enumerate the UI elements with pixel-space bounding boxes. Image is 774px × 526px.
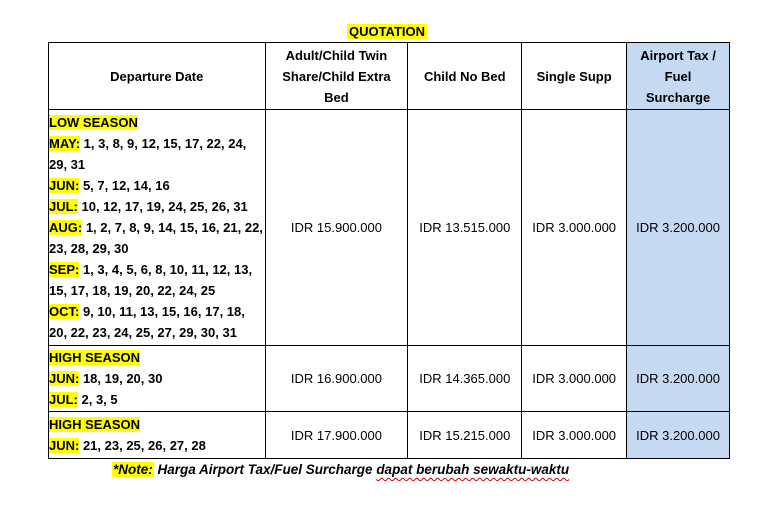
table-row xyxy=(49,346,730,412)
month-line xyxy=(49,389,265,410)
month-line xyxy=(49,259,265,301)
season-label: HIGH SEASON xyxy=(49,417,141,432)
month-label: JUN: xyxy=(49,371,80,386)
month-dates: 10, 12, 17, 19, 24, 25, 26, 31 xyxy=(77,199,248,214)
note-text: Harga Airport Tax/Fuel Surcharge xyxy=(153,462,377,477)
month-dates: 1, 3, 8, 9, 12, 15, 17, 22, 24, 29, 31 xyxy=(49,136,247,172)
note-label: *Note: xyxy=(113,462,153,477)
month-dates: 18, 19, 20, 30 xyxy=(79,371,163,386)
season-label: HIGH SEASON xyxy=(49,350,141,365)
price-airport-tax: IDR 3.200.000 xyxy=(627,412,730,459)
price-twin-share: IDR 16.900.000 xyxy=(265,346,408,412)
month-dates: 21, 23, 25, 26, 27, 28 xyxy=(79,438,206,453)
price-airport-tax: IDR 3.200.000 xyxy=(627,110,730,346)
note-text-spellcheck: dapat berubah sewaktu-waktu xyxy=(376,462,570,477)
header-airport-tax: Airport Tax / Fuel Surcharge xyxy=(627,43,730,110)
price-airport-tax: IDR 3.200.000 xyxy=(627,346,730,412)
month-line xyxy=(49,133,265,175)
month-dates: 5, 7, 12, 14, 16 xyxy=(79,178,170,193)
month-label: JUN: xyxy=(49,438,80,453)
month-label: SEP: xyxy=(49,262,80,277)
departure-dates-cell xyxy=(49,412,266,459)
month-dates: 1, 2, 7, 8, 9, 14, 15, 16, 21, 22, 23, 28, 29, 30 xyxy=(49,220,263,256)
header-departure-date: Departure Date xyxy=(49,43,266,110)
month-line xyxy=(49,301,265,343)
price-single-supp: IDR 3.000.000 xyxy=(522,412,627,459)
month-label: AUG: xyxy=(49,220,83,235)
price-child-no-bed: IDR 14.365.000 xyxy=(408,346,522,412)
page-title: QUOTATION xyxy=(348,24,426,39)
price-twin-share: IDR 17.900.000 xyxy=(265,412,408,459)
table-row xyxy=(49,110,730,346)
header-single-supp: Single Supp xyxy=(522,43,627,110)
price-single-supp: IDR 3.000.000 xyxy=(522,110,627,346)
month-label: JUN: xyxy=(49,178,80,193)
month-dates: 1, 3, 4, 5, 6, 8, 10, 11, 12, 13, 15, 17, 18, 19, 20, 22, 24, 25 xyxy=(49,262,253,298)
month-line xyxy=(49,175,265,196)
departure-dates-cell xyxy=(49,110,266,346)
header-child-no-bed: Child No Bed xyxy=(408,43,522,110)
header-twin-share: Adult/Child Twin Share/Child Extra Bed xyxy=(265,43,408,110)
month-dates: 9, 10, 11, 13, 15, 16, 17, 18, 20, 22, 23, 24, 25, 27, 29, 30, 31 xyxy=(49,304,245,340)
season-label: LOW SEASON xyxy=(49,115,138,130)
price-child-no-bed: IDR 15.215.000 xyxy=(408,412,522,459)
departure-dates-cell xyxy=(49,346,266,412)
month-label: MAY: xyxy=(49,136,81,151)
month-label: OCT: xyxy=(49,304,80,319)
month-label: JUL: xyxy=(49,392,78,407)
quotation-table xyxy=(48,42,730,459)
price-twin-share: IDR 15.900.000 xyxy=(265,110,408,346)
price-child-no-bed: IDR 13.515.000 xyxy=(408,110,522,346)
month-line xyxy=(49,435,265,456)
quotation-title-wrap xyxy=(0,23,774,41)
month-dates: 2, 3, 5 xyxy=(77,392,118,407)
month-line xyxy=(49,196,265,217)
month-label: JUL: xyxy=(49,199,78,214)
month-line xyxy=(49,368,265,389)
price-single-supp: IDR 3.000.000 xyxy=(522,346,627,412)
month-line xyxy=(49,217,265,259)
table-row xyxy=(49,412,730,459)
footnote xyxy=(112,462,569,477)
header-row xyxy=(49,43,730,110)
